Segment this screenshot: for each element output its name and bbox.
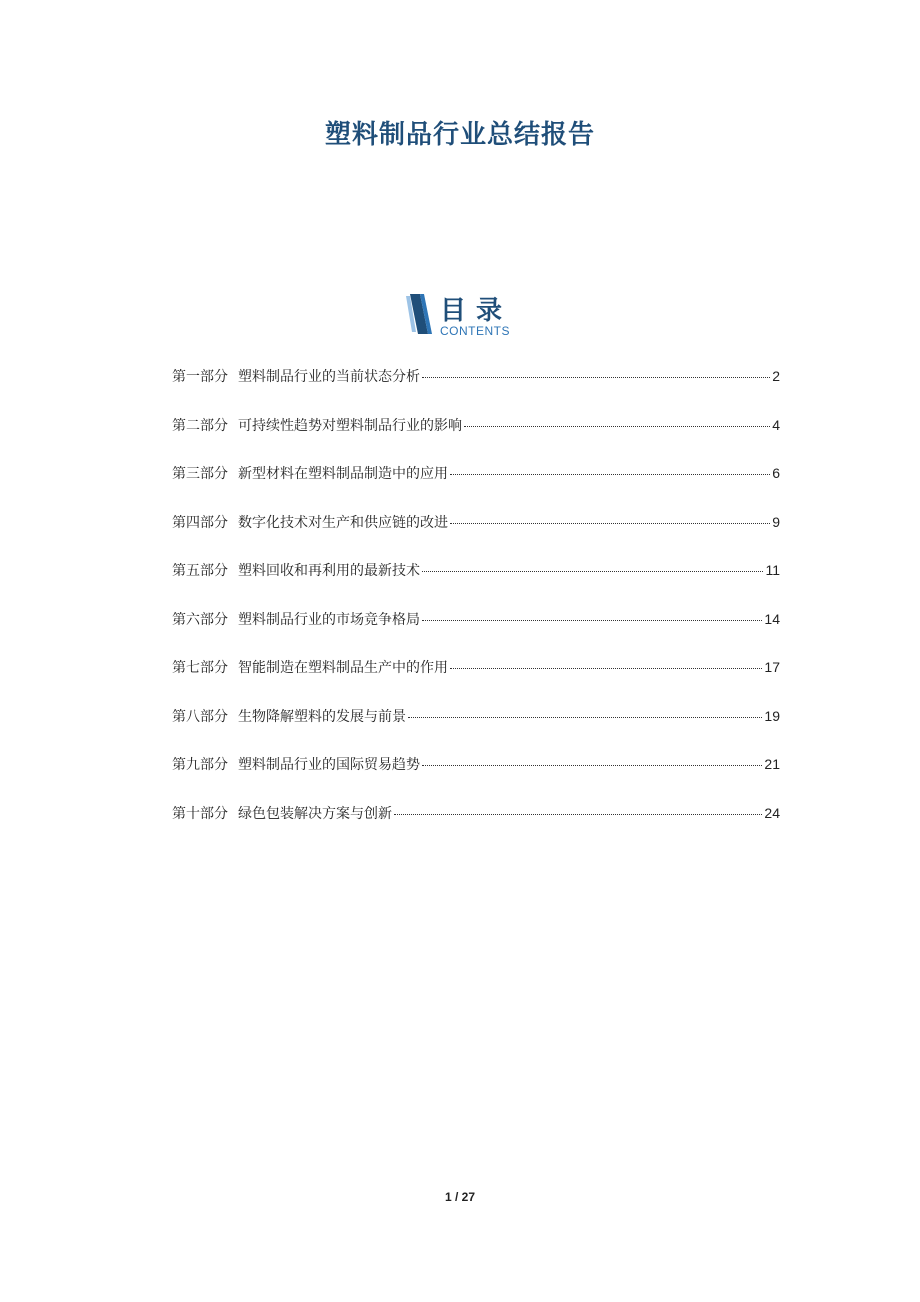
toc-leader-dots [422,571,763,572]
toc-entry-title: 塑料制品行业的国际贸易趋势 [238,757,420,773]
toc-stripe-icon [406,294,436,338]
toc-entry-title: 可持续性趋势对塑料制品行业的影响 [238,417,462,434]
document-title: 塑料制品行业总结报告 [324,120,595,150]
toc-entry-page: 9 [772,513,780,530]
toc-entry-part: 第四部分 [172,514,228,531]
toc-entry-page: 2 [772,368,780,384]
toc-entry-title: 智能制造在塑料制品生产中的作用 [238,660,448,676]
toc-leader-dots [450,523,770,524]
toc-entry-title: 塑料制品行业的市场竞争格局 [238,611,420,628]
toc-entry[interactable] [172,754,780,803]
toc-leader-dots [450,474,770,475]
toc-leader-dots [422,765,762,766]
toc-entry[interactable] [172,803,780,852]
toc-entry-title: 数字化技术对生产和供应链的改进 [238,514,448,531]
toc-entry-page: 19 [764,707,780,724]
toc-entry-page: 4 [772,416,780,433]
toc-entry-part: 第五部分 [172,563,228,579]
toc-entry[interactable] [172,366,780,415]
toc-entry-page: 21 [764,756,780,772]
toc-leader-dots [394,814,762,815]
toc-entry[interactable] [172,463,780,512]
toc-entry[interactable] [172,415,780,464]
toc-entry-part: 第一部分 [172,369,228,385]
toc-entry-part: 第三部分 [172,466,228,482]
toc-subheading: CONTENTS [440,324,510,338]
toc-entry-page: 24 [764,804,780,821]
toc-entry-title: 塑料回收和再利用的最新技术 [238,563,420,579]
table-of-contents [172,366,780,851]
toc-leader-dots [464,426,770,427]
toc-entry-part: 第二部分 [172,417,228,434]
toc-entry-page: 17 [764,659,780,675]
toc-entry-part: 第七部分 [172,660,228,676]
toc-entry-page: 6 [772,465,780,481]
toc-leader-dots [422,377,770,378]
toc-leader-dots [422,620,762,621]
toc-logo [406,294,526,338]
toc-entry[interactable] [172,706,780,755]
toc-entry-title: 塑料制品行业的当前状态分析 [238,369,420,385]
toc-entry[interactable] [172,512,780,561]
toc-entry-page: 14 [764,610,780,627]
toc-entry-part: 第六部分 [172,611,228,628]
toc-entry[interactable] [172,609,780,658]
toc-leader-dots [450,668,762,669]
page-indicator: 1 / 27 [444,1190,476,1204]
toc-heading: 目录 [440,296,513,326]
toc-entry-part: 第八部分 [172,708,228,725]
toc-entry-title: 生物降解塑料的发展与前景 [238,708,406,725]
toc-entry-part: 第十部分 [172,805,228,822]
toc-entry-title: 新型材料在塑料制品制造中的应用 [238,466,448,482]
toc-entry-title: 绿色包装解决方案与创新 [238,805,392,822]
toc-entry[interactable] [172,657,780,706]
toc-entry-page: 11 [765,562,780,578]
toc-leader-dots [408,717,762,718]
toc-entry-part: 第九部分 [172,757,228,773]
toc-entry[interactable] [172,560,780,609]
